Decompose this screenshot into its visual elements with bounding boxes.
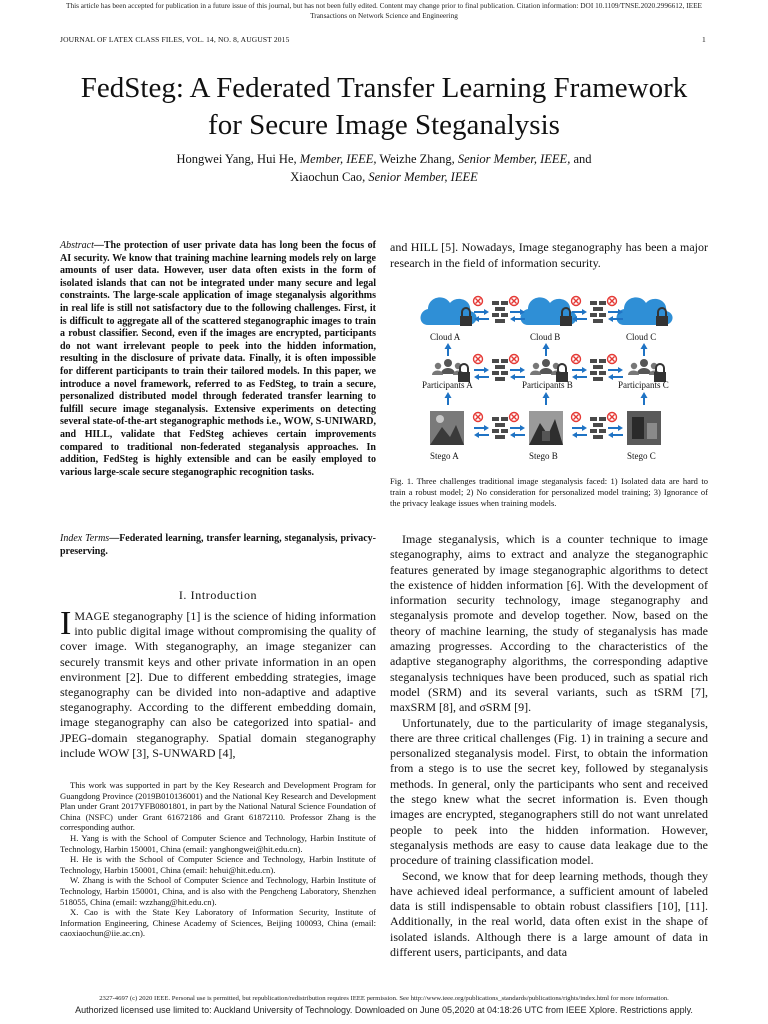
arrows-icon	[474, 425, 489, 438]
index-terms-lead: Index Terms	[60, 533, 110, 544]
authors-line-1	[60, 150, 708, 168]
up-arrow-icon	[445, 392, 648, 405]
footnote-affiliation: W. Zhang is with the School of Computer Science and Technology, Harbin Institute of Technology, Harbin 150001, China, and is also with the Pengcheng Laboratory, Shenzhen 518055, China (email: wzzhang@hit.edu.cn).	[60, 875, 376, 907]
cloud-icon	[521, 297, 577, 326]
up-arrow-icon	[445, 343, 648, 356]
arrows-icon	[608, 367, 623, 380]
firewall-icon	[492, 359, 508, 381]
abstract-lead: Abstract	[60, 240, 94, 251]
arrows-icon	[608, 425, 623, 438]
page-number: 1	[702, 35, 706, 44]
stego-a-image	[430, 411, 464, 445]
authors-line-2	[60, 168, 708, 186]
author-names-3: Xiaochun Cao,	[290, 170, 369, 184]
arrows-icon	[510, 367, 525, 380]
stego-a-label: Stego A	[430, 451, 459, 461]
arrows-icon	[572, 367, 587, 380]
firewall-icon	[590, 301, 606, 323]
author-title-1: Member, IEEE,	[299, 152, 377, 166]
author-title-3: Senior Member, IEEE	[368, 170, 478, 184]
arrows-icon	[474, 309, 489, 322]
participants-a-label: Participants A	[422, 380, 473, 390]
right-column-body	[390, 532, 708, 960]
intro-text: MAGE steganography [1] is the science of hiding information into public digital image without compromising the quality of cover image. With steganography, an image steganizer can securely transmit keys and other private information in an open environment [2]. Due to different embedding strategies, image steganography can be divided into non-adaptive and adaptive steganography. According to the different embedding domain, image steganography can also be categorized into spatial- and JPEG-domain steganography. Spatial domain steganography include WOW [3], S-UNWARD [4],	[60, 609, 376, 760]
author-conjunction: and	[570, 152, 592, 166]
footnote-affiliation: H. Yang is with the School of Computer Science and Technology, Harbin Institute of Technology, Harbin 150001, China (email: yanghongwei@hit.edu.cn).	[60, 832, 376, 854]
body-paragraph: Unfortunately, due to the particularity of image steganalysis, there are three critical challenges (Fig. 1) in training a secure and personalized steganalysis model. First, to obtain the information from a stego is to use the secret key, followed by steganalysis methods. In general, only the participants who sent and received the stego knew what the secret information is. Even though images are encrypted, steganographers still do not want unrelated people to peek into the hidden information. However, steganalysis methods are easy to cause data leakage due to the procedure of training classification model.	[390, 715, 708, 868]
stego-c-image	[627, 411, 661, 445]
title-line-2: for Secure Image Steganalysis	[208, 109, 560, 141]
figure-diagram	[390, 287, 708, 472]
stego-b-label: Stego B	[529, 451, 558, 461]
stego-b-image	[529, 411, 563, 445]
cloud-a-label: Cloud A	[430, 332, 461, 342]
participants-c-label: Participants C	[618, 380, 669, 390]
figure-caption: Fig. 1. Three challenges traditional image steganalysis faced: 1) Isolated data are hard to train a robust model; 2) No consideration for personalized model training; 3) Ignorance of the privacy leakage issues when training models.	[390, 476, 708, 508]
paper-title	[30, 70, 738, 144]
title-line-1: FedSteg: A Federated Transfer Learning Framework	[80, 72, 688, 104]
author-names-1: Hongwei Yang, Hui He,	[176, 152, 300, 166]
section-heading: I. Introduction	[178, 588, 258, 602]
author-list	[60, 150, 708, 186]
firewall-icon	[492, 417, 508, 439]
notice-line-1: This article has been accepted for publication in a future issue of this journal, but has not been fully edited. Content may change prior to final publication. Citation information: DOI 10.1109/TNSE.2020.2996612, IEEE	[65, 1, 703, 10]
license-line: Authorized licensed use limited to: Auckland University of Technology. Downloaded on June 05,2020 at 04:18:26 UTC from IEEE Xplore. Restrictions apply.	[75, 1005, 693, 1015]
cloud-c-label: Cloud C	[626, 332, 657, 342]
footnote-affiliation: X. Cao is with the State Key Laboratory of Information Security, Institute of Information Engineering, Chinese Academy of Sciences, Beijing 100093, China (email: caoxiaochun@iie.ac.cn).	[60, 907, 376, 939]
arrows-icon	[510, 425, 525, 438]
index-terms-text: —Federated learning, transfer learning, steganalysis, privacy-preserving.	[60, 533, 376, 557]
footnote-affiliation: H. He is with the School of Computer Science and Technology, Harbin Institute of Technology, Harbin 150001, China (email: hehui@hit.edu.cn).	[60, 854, 376, 875]
firewall-icon	[492, 301, 508, 323]
right-column-top-text: and HILL [5]. Nowadays, Image steganography has been a major research in the field of information security.	[390, 240, 708, 270]
abstract	[60, 240, 376, 479]
firewall-icon	[590, 417, 606, 439]
abstract-text: —The protection of user private data has long been the focus of AI security. We know that training machine learning models rely on large amounts of user data. However, user data often exists in the form of isolated islands that can not be integrated under many secure and legal constraints. The large-scale application of image steganalysis algorithms in real life is still not satisfactory due to the following challenges. First, it is difficult to aggregate all of the scattered steganographic images to train a robust classifier. Second, even if the images are encrypted, participants do not want irrelevant people to peek into the hidden information, resulting in the disclosure of private data. Finally, it is often impossible for different participants to train their tailored models. In this paper, we introduce a novel framework, referred to as FedSteg, to train a secure, personalized distributed model through federated transfer learning to fulfill secure image steganalysis. Extensive experiments on detecting several state-of-the-art steganographic methods i.e., WOW, S-UNIWARD, and HILL, validate that FedSteg achieves certain improvements compared to traditional non-federated steganalysis approaches. In addition, FedSteg is highly extensible and can be easily employed to various large-scale secure steganographic recognition tasks.	[60, 240, 376, 478]
stego-c-label: Stego C	[627, 451, 656, 461]
index-terms	[60, 533, 376, 558]
copyright-line: 2327-4697 (c) 2020 IEEE. Personal use is permitted, but republication/redistribution requires IEEE permission. See http://www.ieee.org/publications_standards/publications/rights/index.html for more information.	[99, 995, 669, 1002]
body-paragraph: Image steganalysis, which is a counter technique to image steganography, aims to extract and analyze the steganographic features generated by image steganographic algorithms to detect the existence of hidden information [6]. With the development of information security technology, image steganography and steganalysis promote and develop together. Now, based on the theory of machine learning, the study of steganalysis has made amazing progresses. According to the characteristics of the adaptive steganography algorithms, the corresponding adaptive steganalysis techniques have been produced, such as spatial rich model (SRM) and its several variants, such as tSRM [7], maxSRM [8], and σSRM [9].	[390, 532, 708, 715]
footnote-funding: This work was supported in part by the Key Research and Development Program for Guangdong Province (2019B010136001) and the National Key Research and Development Plan under Grant 2017YFB0801801, in part by the National Natural Science Foundation of China (NSFC) under Grant 61672186 and Grant 61872110. Professor Zhang is the corresponding author.	[60, 780, 376, 833]
footnotes	[60, 780, 376, 939]
running-head: JOURNAL OF LATEX CLASS FILES, VOL. 14, NO. 8, AUGUST 2015	[60, 35, 290, 44]
cloud-b-label: Cloud B	[530, 332, 561, 342]
cloud-icon	[421, 297, 477, 326]
arrows-icon	[572, 425, 587, 438]
participants-b-label: Participants B	[522, 380, 573, 390]
intro-paragraph	[60, 605, 376, 761]
notice-line-2: Transactions on Network Science and Engineering	[310, 10, 458, 20]
author-title-2: Senior Member, IEEE,	[457, 152, 571, 166]
arrows-icon	[474, 367, 489, 380]
author-names-2: Weizhe Zhang,	[376, 152, 458, 166]
cloud-icon	[617, 297, 673, 326]
body-paragraph: Second, we know that for deep learning methods, though they have achieved ideal performance, a sufficient amount of labeled data is still indispensable to obtain robust classifiers [10], [11]. Additionally, in the real world, data often exist in the shape of isolated islands. Although there is a large amount of data in different users, participants, and data	[390, 868, 708, 960]
intro-dropcap: I	[60, 605, 72, 642]
figure-1	[390, 287, 708, 472]
publication-notice	[0, 1, 768, 20]
firewall-icon	[590, 359, 606, 381]
